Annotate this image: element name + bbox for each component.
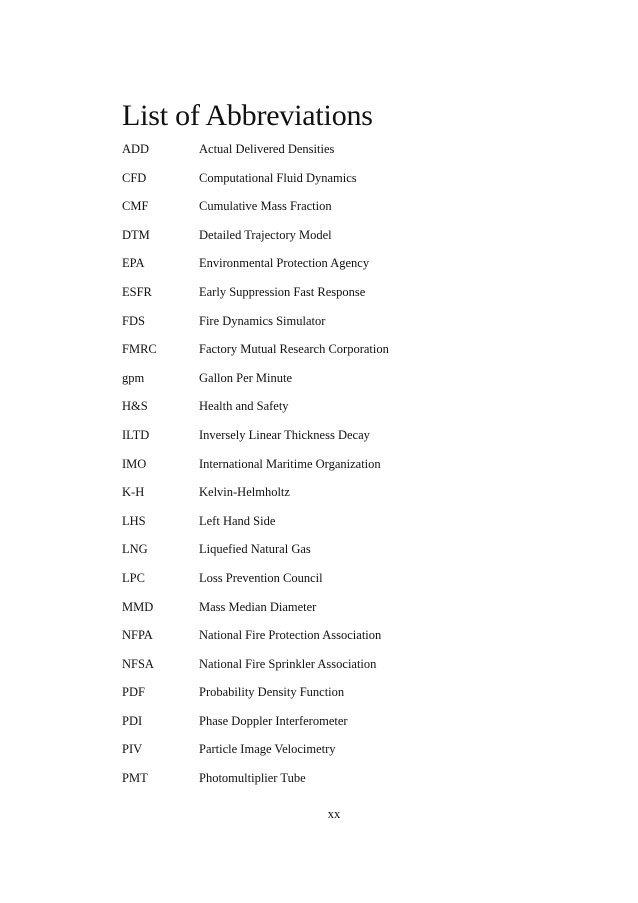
- abbreviation-definition: Detailed Trajectory Model: [199, 227, 332, 242]
- abbreviation-definition: Kelvin-Helmholtz: [199, 485, 290, 500]
- abbreviation-definition: Early Suppression Fast Response: [199, 284, 366, 299]
- abbreviation-definition: Particle Image Velocimetry: [199, 742, 336, 757]
- abbreviation-term: IMO: [122, 456, 147, 471]
- abbreviation-definition: Phase Doppler Interferometer: [199, 713, 348, 728]
- abbreviation-term: NFPA: [122, 628, 153, 643]
- abbreviation-term: NFSA: [122, 656, 154, 671]
- page-title: List of Abbreviations: [122, 99, 373, 133]
- abbreviation-term: ILTD: [122, 427, 150, 442]
- abbreviation-row: [122, 539, 582, 568]
- abbreviation-term: FDS: [122, 313, 145, 328]
- abbreviation-row: [122, 196, 582, 225]
- abbreviation-row: [122, 568, 582, 597]
- abbreviation-term: MMD: [122, 599, 154, 614]
- abbreviation-row: [122, 482, 582, 511]
- abbreviation-definition: Liquefied Natural Gas: [199, 542, 311, 557]
- abbreviation-row: [122, 225, 582, 254]
- abbreviation-definition: International Maritime Organization: [199, 456, 381, 471]
- abbreviation-definition: Health and Safety: [199, 399, 289, 414]
- abbreviation-row: [122, 139, 582, 168]
- abbreviation-term: PIV: [122, 742, 143, 757]
- abbreviation-row: [122, 511, 582, 540]
- abbreviation-definition: Inversely Linear Thickness Decay: [199, 427, 370, 442]
- abbreviation-term: gpm: [122, 370, 145, 385]
- abbreviation-row: [122, 739, 582, 768]
- abbreviation-definition: Actual Delivered Densities: [199, 142, 335, 156]
- abbreviation-definition: Cumulative Mass Fraction: [199, 199, 332, 214]
- abbreviation-definition: Gallon Per Minute: [199, 370, 293, 385]
- abbreviation-row: [122, 711, 582, 740]
- abbreviation-row: [122, 311, 582, 340]
- abbreviation-term: CMF: [122, 199, 149, 214]
- abbreviation-row: [122, 768, 582, 797]
- abbreviation-definition: Probability Density Function: [199, 685, 345, 700]
- abbreviation-term: H&S: [122, 399, 148, 414]
- abbreviation-row: [122, 654, 582, 683]
- abbreviation-definition: Mass Median Diameter: [199, 599, 317, 614]
- abbreviation-definition: Left Hand Side: [199, 513, 276, 528]
- abbreviation-term: CFD: [122, 170, 147, 185]
- abbreviation-term: FMRC: [122, 342, 157, 357]
- abbreviation-row: [122, 368, 582, 397]
- abbreviation-definition: National Fire Sprinkler Association: [199, 656, 377, 671]
- abbreviation-row: [122, 339, 582, 368]
- abbreviation-term: LNG: [122, 542, 148, 557]
- abbreviation-definition: Factory Mutual Research Corporation: [199, 342, 389, 357]
- abbreviation-definition: Computational Fluid Dynamics: [199, 170, 357, 185]
- abbreviation-row: [122, 396, 582, 425]
- abbreviation-definition: Loss Prevention Council: [199, 570, 323, 585]
- abbreviation-term: PDF: [122, 685, 145, 700]
- abbreviation-definition: Fire Dynamics Simulator: [199, 313, 326, 328]
- abbreviation-term: PMT: [122, 771, 148, 786]
- abbreviation-definition: Environmental Protection Agency: [199, 256, 370, 271]
- abbreviation-term: LPC: [122, 570, 145, 585]
- abbreviation-term: ADD: [122, 142, 150, 156]
- abbreviation-definition: National Fire Protection Association: [199, 628, 382, 643]
- abbreviation-term: K-H: [122, 485, 145, 500]
- abbreviation-row: [122, 682, 582, 711]
- abbreviation-term: DTM: [122, 227, 150, 242]
- abbreviation-list: [122, 139, 582, 797]
- abbreviation-row: [122, 625, 582, 654]
- abbreviation-row: [122, 282, 582, 311]
- abbreviation-row: [122, 253, 582, 282]
- abbreviation-row: [122, 454, 582, 483]
- abbreviation-row: [122, 597, 582, 626]
- abbreviation-term: EPA: [122, 256, 145, 271]
- abbreviation-term: ESFR: [122, 284, 152, 299]
- page-number: xx: [327, 807, 341, 821]
- abbreviation-definition: Photomultiplier Tube: [199, 771, 306, 786]
- abbreviation-term: PDI: [122, 713, 143, 728]
- abbreviation-row: [122, 425, 582, 454]
- abbreviation-row: [122, 168, 582, 197]
- abbreviation-term: LHS: [122, 513, 146, 528]
